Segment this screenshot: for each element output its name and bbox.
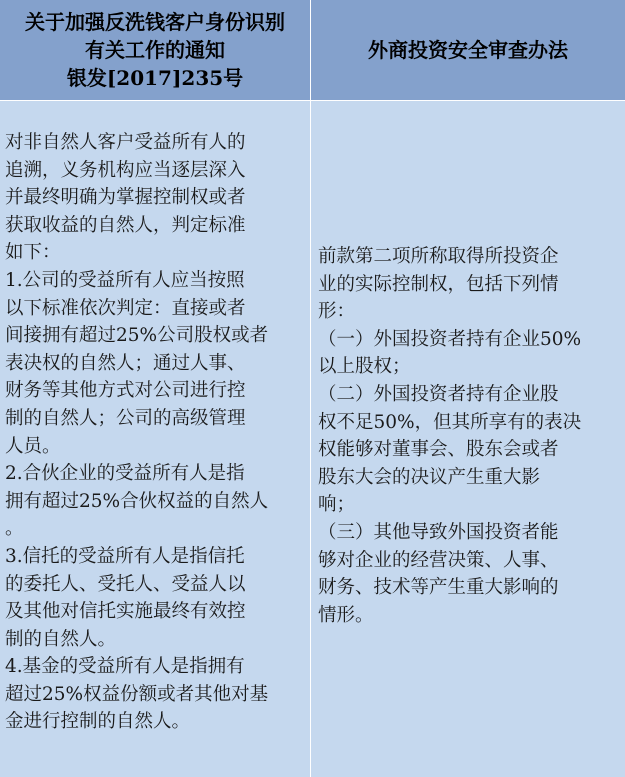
text-line: 权不足50%，但其所享有的表决 bbox=[318, 411, 582, 433]
text-line: 拥有超过25%合伙权益的自然人 bbox=[5, 490, 269, 512]
text-line: 及其他对信托实施最终有效控 bbox=[5, 601, 246, 623]
notice-title-line: 关于加强反洗钱客户身份识别 bbox=[25, 10, 285, 34]
text-line: 前款第二项所称取得所投资企 bbox=[318, 246, 559, 267]
notice-title-line: 有关工作的通知 bbox=[85, 38, 225, 62]
text-line: 制的自然人；公司的高级管理 bbox=[5, 407, 246, 429]
header-cell-notice bbox=[0, 0, 310, 100]
text-line: 的委托人、受托人、受益人以 bbox=[5, 573, 246, 595]
notice-title-line: 银发[2017]235号 bbox=[66, 66, 244, 90]
text-line: 4.基金的受益所有人是指拥有 bbox=[5, 656, 245, 678]
text-line: 超过25%权益份额或者其他对基 bbox=[5, 683, 269, 705]
text-line: 人员。 bbox=[5, 435, 61, 457]
notice-title bbox=[25, 8, 285, 92]
header-cell-measures bbox=[311, 0, 625, 100]
notice-body-text bbox=[5, 129, 305, 736]
text-line: 并最终明确为掌握控制权或者 bbox=[5, 187, 246, 209]
text-line: 制的自然人。 bbox=[5, 628, 117, 650]
text-line: 1.公司的受益所有人应当按照 bbox=[5, 269, 245, 291]
text-line: 3.信托的受益所有人是指信托 bbox=[5, 545, 245, 567]
text-line: 业的实际控制权，包括下列情 bbox=[318, 273, 559, 295]
text-line: 对非自然人客户受益所有人的 bbox=[5, 132, 246, 153]
text-line: 金进行控制的自然人。 bbox=[5, 711, 191, 733]
text-line: 财务等其他方式对公司进行控 bbox=[5, 380, 246, 402]
text-line: 形： bbox=[318, 301, 356, 323]
text-line: 够对企业的经营决策、人事、 bbox=[318, 549, 559, 571]
text-line: 。 bbox=[5, 518, 24, 540]
text-line: 以上股权； bbox=[318, 356, 411, 378]
text-line: 间接拥有超过25%公司股权或者 bbox=[5, 325, 269, 347]
text-line: 表决权的自然人；通过人事、 bbox=[5, 352, 246, 374]
text-line: 追溯，义务机构应当逐层深入 bbox=[5, 159, 246, 181]
text-line: （二）外国投资者持有企业股 bbox=[318, 383, 559, 405]
measures-title: 外商投资安全审查办法 bbox=[368, 38, 568, 62]
text-line: （三）其他导致外国投资者能 bbox=[318, 521, 559, 543]
text-line: 获取收益的自然人，判定标准 bbox=[5, 214, 246, 236]
text-line: 以下标准依次判定：直接或者 bbox=[5, 297, 246, 319]
text-line: 股东大会的决议产生重大影 bbox=[318, 466, 541, 488]
text-line: 2.合伙企业的受益所有人是指 bbox=[5, 463, 245, 485]
text-line: 响； bbox=[318, 494, 356, 516]
column-divider bbox=[310, 0, 311, 777]
text-line: 权能够对董事会、股东会或者 bbox=[318, 439, 559, 461]
text-line: （一）外国投资者持有企业50% bbox=[318, 328, 582, 350]
text-line: 财务、技术等产生重大影响的 bbox=[318, 577, 559, 599]
text-line: 如下： bbox=[5, 242, 61, 264]
measures-body-text bbox=[318, 243, 618, 629]
text-line: 情形。 bbox=[318, 604, 374, 626]
